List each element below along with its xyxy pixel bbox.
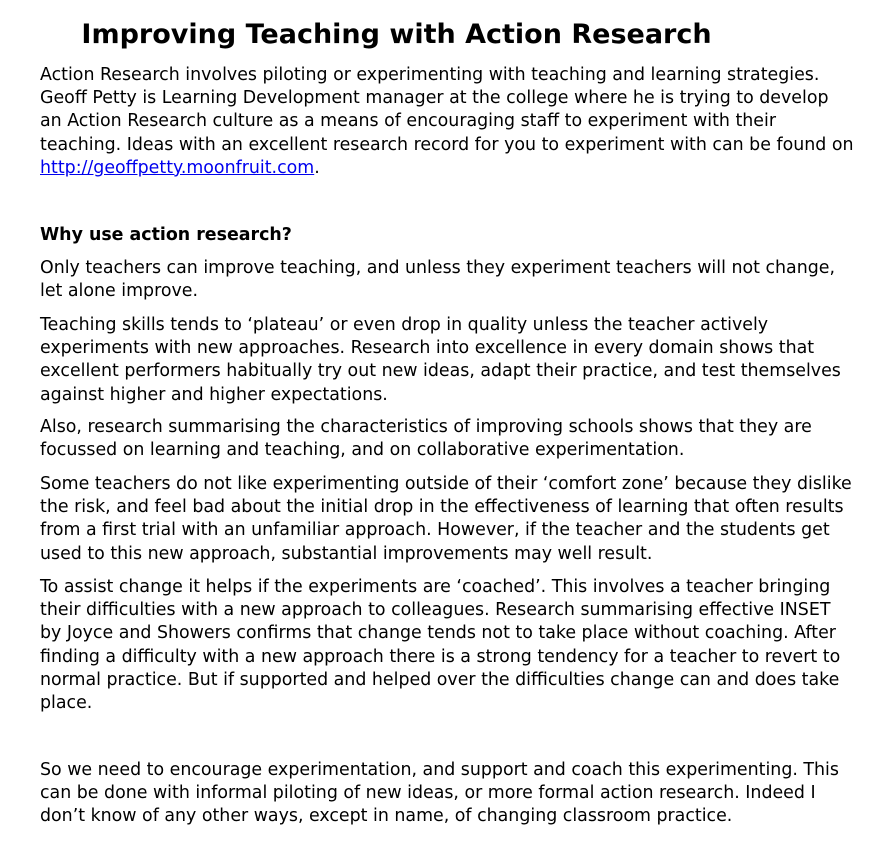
intro-paragraph	[40, 64, 855, 180]
paragraph-3: Also, research summarising the characteristics of improving schools shows that they are focussed on learning and teaching, and on collaborative experimentation.	[40, 417, 812, 461]
paragraph-6: So we need to encourage experimentation, and support and coach this experimenting. This can be done with informal piloting of new ideas, or more formal action research. Indeed I don’t know of any other ways, except in name, of changing classroom practice.	[40, 760, 839, 827]
page-title: Improving Teaching with Action Research	[81, 19, 712, 50]
paragraph-2: Teaching skills tends to ‘plateau’ or even drop in quality unless the teacher actively experiments with new approaches. Research into excellence in every domain shows that excellent performers habitually try out new ideas, adapt their practice, and test themselves against higher and higher expectations.	[40, 315, 841, 405]
intro-text-end: .	[314, 157, 320, 178]
intro-text: Action Research involves piloting or experimenting with teaching and learning strategies. Geoff Petty is Learning Development manager at the college where he is trying to develop an Action Research culture as a means of encouraging staff to experiment with their teaching. Ideas with an excellent research record for you to experiment with can be found on	[40, 65, 854, 155]
paragraph-4: Some teachers do not like experimenting outside of their ‘comfort zone’ because they dislike the risk, and feel bad about the initial drop in the effectiveness of learning that often results from a first trial with an unfamiliar approach. However, if the teacher and the students get used to this new approach, substantial improvements may well result.	[40, 474, 852, 564]
paragraph-5: To assist change it helps if the experiments are ‘coached’. This involves a teacher bringing their difficulties with a new approach to colleagues. Research summarising effective INSET by Joyce and Showers confirms that change tends not to take place without coaching. After finding a difficulty with a new approach there is a strong tendency for a teacher to revert to normal practice. But if supported and helped over the difficulties change can and does take place.	[40, 577, 841, 714]
section-heading: Why use action research?	[40, 225, 292, 245]
paragraph-1: Only teachers can improve teaching, and unless they experiment teachers will not change, let alone improve.	[40, 258, 835, 302]
website-link[interactable]: http://geoffpetty.moonfruit.com	[40, 157, 315, 178]
